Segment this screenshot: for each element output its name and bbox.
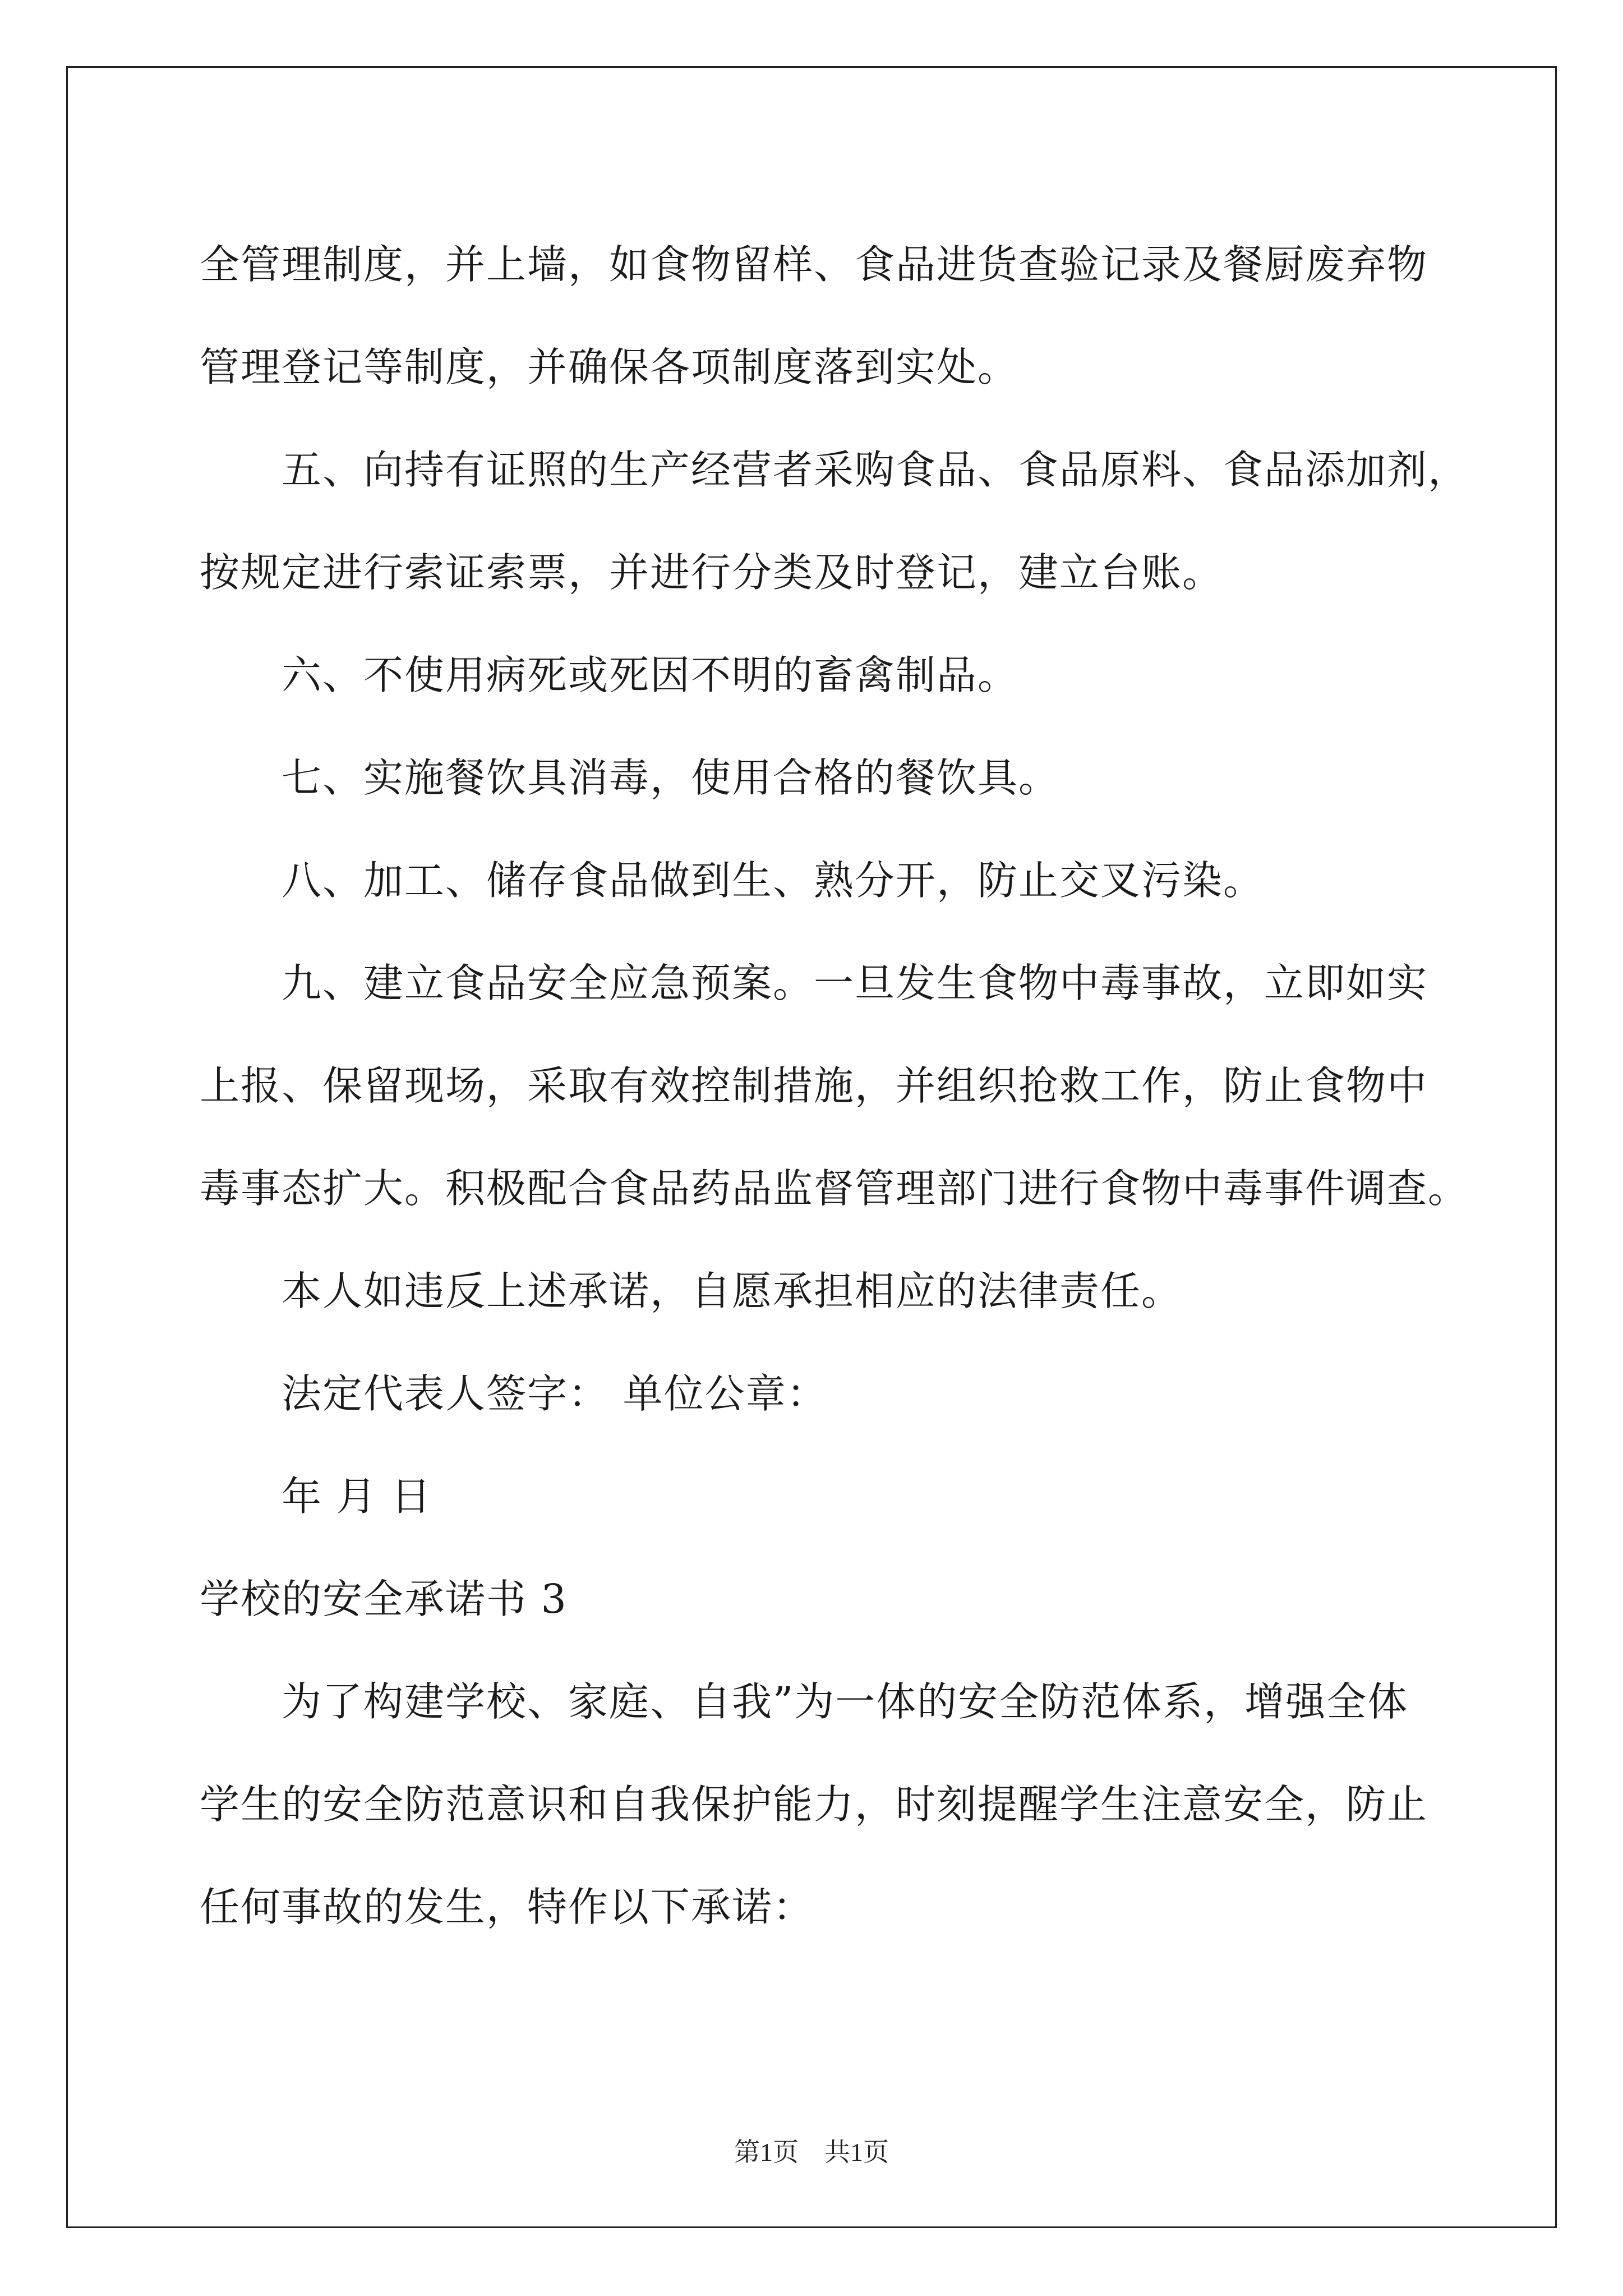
document-body [200, 213, 1469, 1958]
signature-line: 法定代表人签字： 单位公章： [282, 1370, 828, 1417]
paragraph-item-9: 九、建立食品安全应急预案。一旦发生食物中毒事故，立即如实 [282, 960, 1428, 1006]
paragraph-line: 毒事态扩大。积极配合食品药品监督管理部门进行食物中毒事件调查。 [200, 1165, 1469, 1212]
paragraph-line: 全管理制度，并上墙，如食物留样、食品进货查验记录及餐厨废弃物 [200, 241, 1428, 288]
date-line: 年 月 日 [282, 1473, 432, 1520]
paragraph-line: 上报、保留现场，采取有效控制措施，并组织抢救工作，防止食物中 [200, 1062, 1428, 1109]
paragraph-line: 学生的安全防范意识和自我保护能力，时刻提醒学生注意安全，防止 [200, 1781, 1428, 1828]
paragraph-item-7: 七、实施餐饮具消毒，使用合格的餐饮具。 [282, 754, 1060, 801]
paragraph-line: 任何事故的发生，特作以下承诺： [200, 1884, 814, 1930]
paragraph-line: 按规定进行索证索票，并进行分类及时登记，建立台账。 [200, 549, 1224, 596]
page-number-label: 第1页 共1页 [734, 2138, 889, 2166]
paragraph-item-8: 八、加工、储存食品做到生、熟分开，防止交叉污染。 [282, 857, 1265, 904]
paragraph-item-6: 六、不使用病死或死因不明的畜禽制品。 [282, 652, 1019, 698]
page-footer [0, 2132, 1623, 2169]
paragraph-line: 管理登记等制度，并确保各项制度落到实处。 [200, 344, 1019, 390]
section-heading: 学校的安全承诺书 3 [200, 1576, 568, 1622]
paragraph-item-5: 五、向持有证照的生产经营者采购食品、食品原料、食品添加剂， [282, 447, 1469, 493]
intro-paragraph: 为了构建学校、家庭、自我”为一体的安全防范体系，增强全体 [282, 1678, 1409, 1725]
commitment-statement: 本人如违反上述承诺，自愿承担相应的法律责任。 [282, 1268, 1183, 1314]
